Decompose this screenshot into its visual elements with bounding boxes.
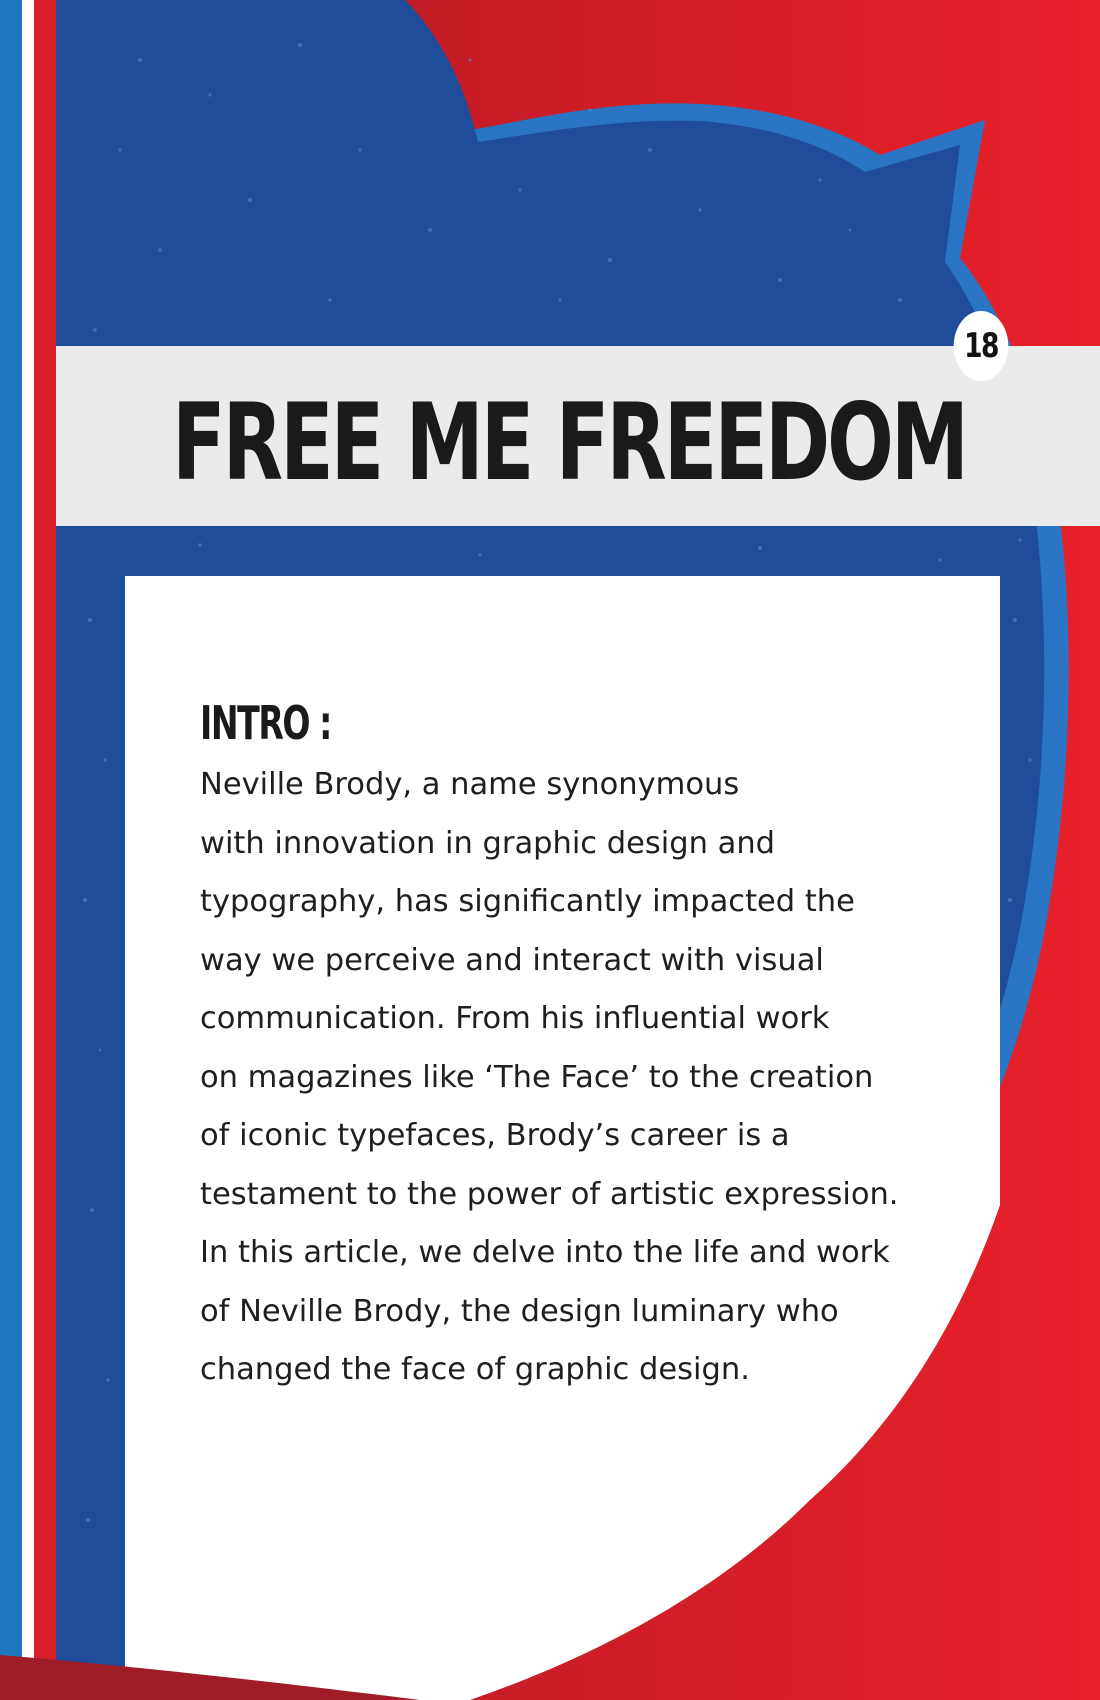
intro-body bbox=[200, 756, 960, 1400]
intro-line: way we perceive and interact with visual bbox=[200, 942, 824, 978]
intro-line: with innovation in graphic design and bbox=[200, 825, 776, 861]
intro-line: testament to the power of artistic expression. bbox=[200, 1176, 899, 1212]
stripe-blue bbox=[0, 0, 22, 1700]
intro-line: In this article, we delve into the life and work bbox=[200, 1235, 890, 1270]
intro-line: typography, has significantly impacted the bbox=[200, 884, 855, 919]
intro-heading: INTRO : bbox=[200, 696, 331, 750]
intro-line: changed the face of graphic design. bbox=[200, 1352, 750, 1387]
intro-line: of Neville Brody, the design luminary who bbox=[200, 1293, 839, 1329]
page-title: FREE ME FREEDOM bbox=[172, 381, 967, 504]
intro-line: Neville Brody, a name synonymous bbox=[200, 767, 740, 802]
stripe-red bbox=[34, 0, 56, 1700]
stripe-white bbox=[22, 0, 34, 1700]
intro-line: communication. From his influential work bbox=[200, 1001, 830, 1036]
intro-line: of iconic typefaces, Brody’s career is a bbox=[200, 1118, 790, 1153]
intro-line: on magazines like ‘The Face’ to the creation bbox=[200, 1059, 874, 1095]
page-number: 18 bbox=[954, 311, 1009, 381]
